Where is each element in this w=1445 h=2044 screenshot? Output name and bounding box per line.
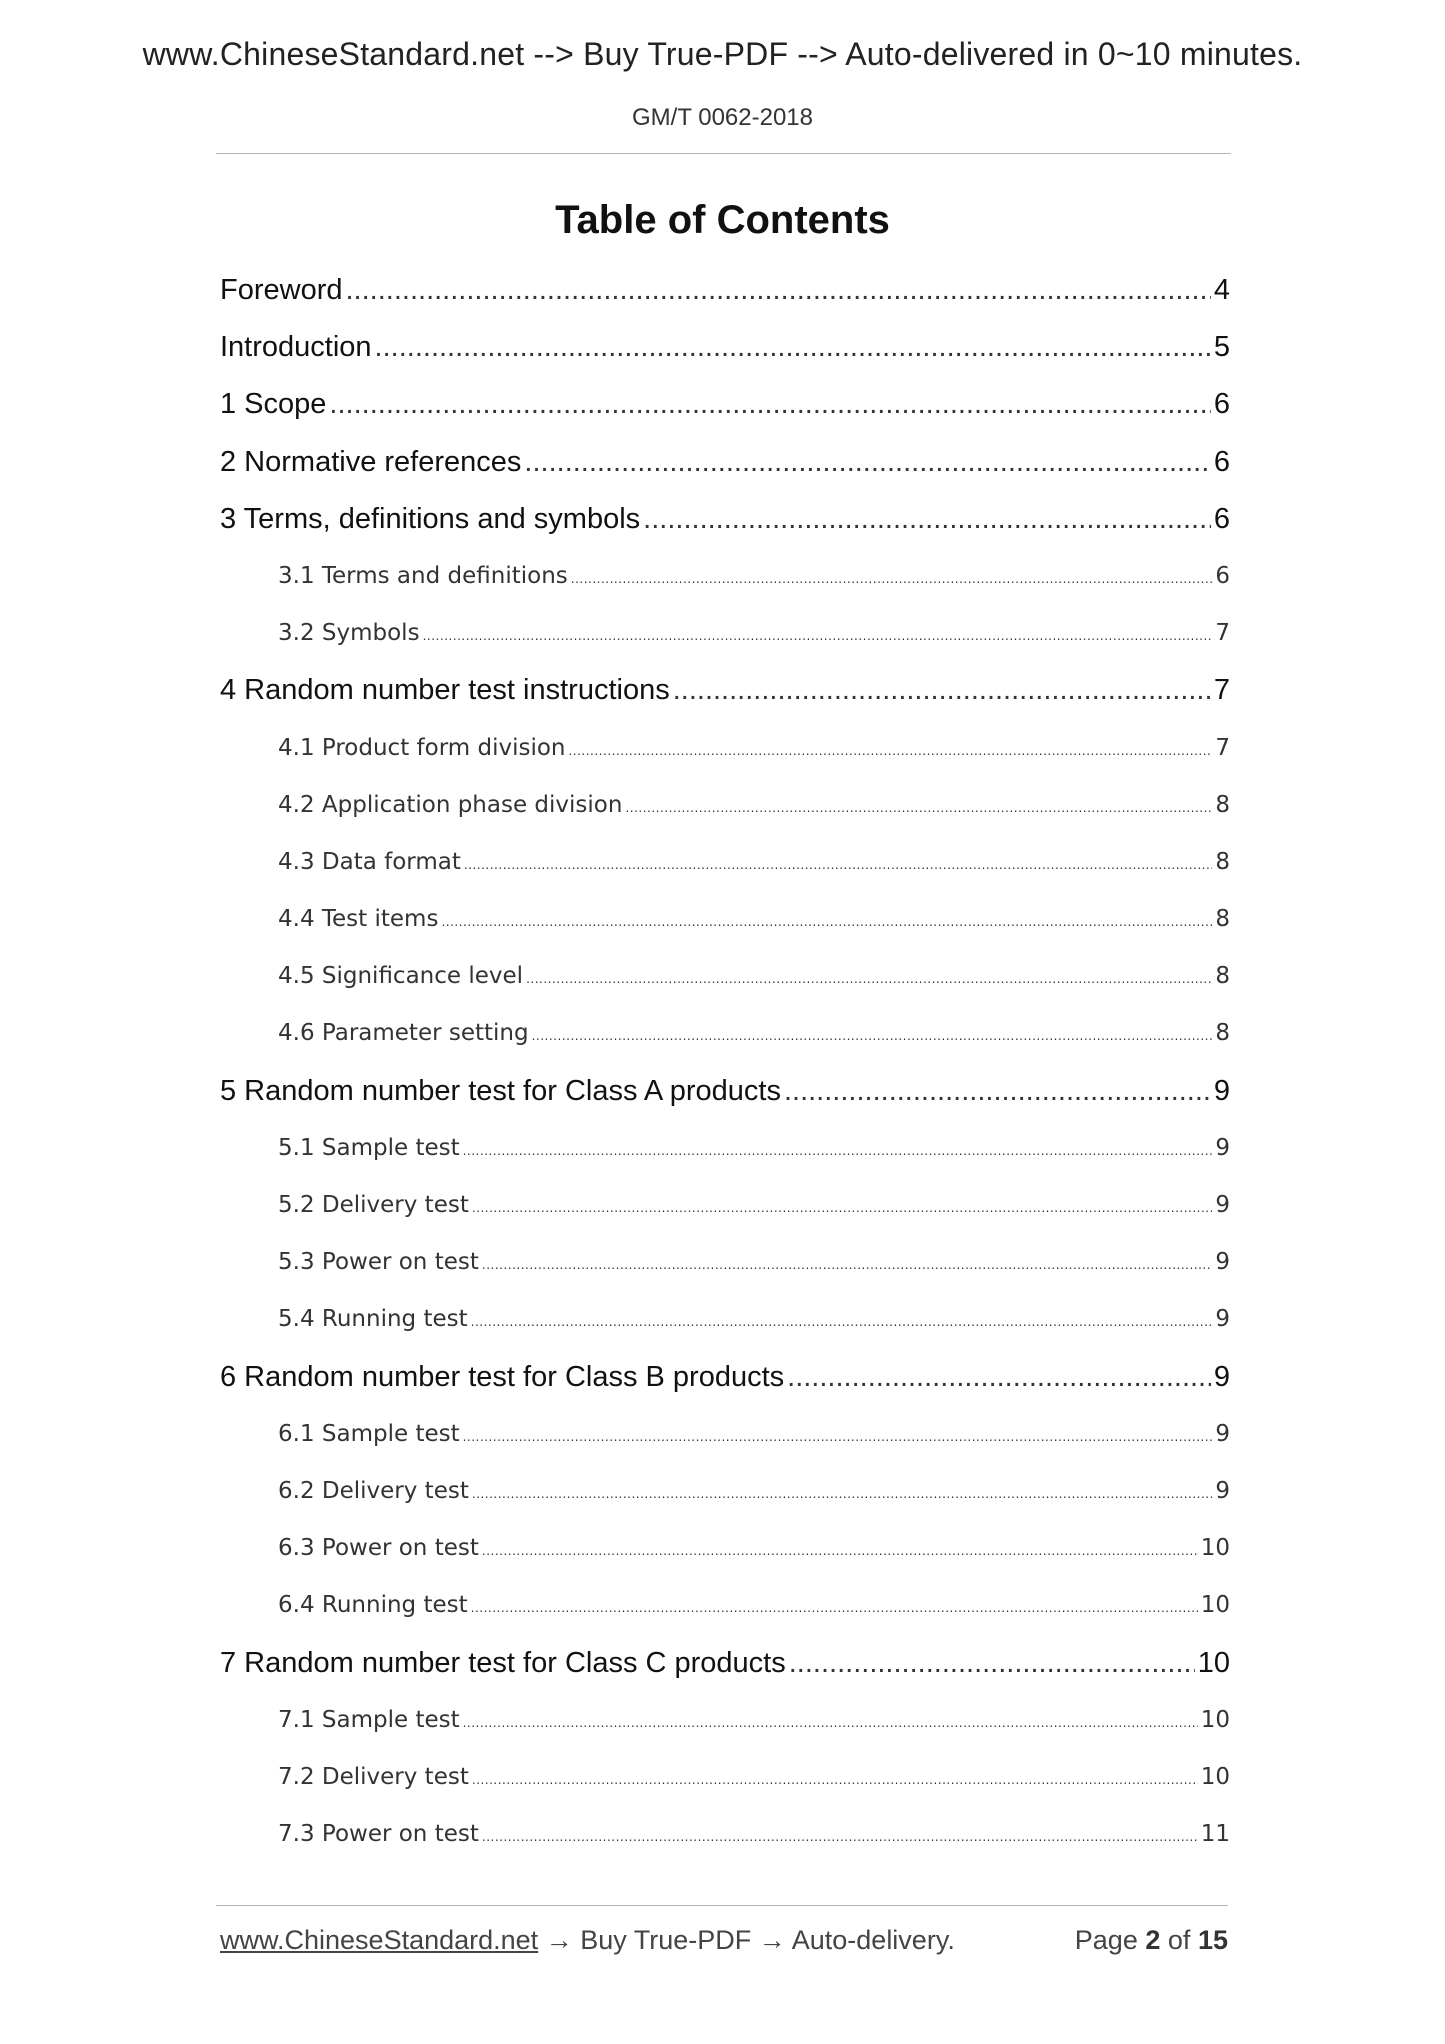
toc-entry-label: 6.4 Running test <box>278 1592 468 1619</box>
toc-dot-leader <box>625 780 1212 834</box>
toc-entry-page-number: 10 <box>1200 1535 1230 1562</box>
toc-entry-label: 7.1 Sample test <box>278 1706 460 1733</box>
toc-dot-leader <box>471 1580 1198 1634</box>
header-divider <box>216 153 1231 154</box>
toc-entry-subsection[interactable] <box>220 1463 1230 1520</box>
page-word: Page <box>1074 1925 1138 1955</box>
toc-entry-label: 5.2 Delivery test <box>278 1192 469 1218</box>
toc-entry-label: 1 Scope <box>220 388 327 421</box>
toc-entry-subsection[interactable] <box>220 948 1230 1005</box>
toc-dot-leader <box>472 1180 1213 1234</box>
toc-entry-page-number: 8 <box>1215 1020 1230 1047</box>
toc-dot-leader <box>482 1237 1212 1291</box>
toc-entry-page-number: 9 <box>1215 1477 1230 1504</box>
toc-entry-label: 4 Random number test instructions <box>220 674 670 707</box>
toc-entry-label: 5 Random number test for Class A products <box>220 1074 781 1107</box>
toc-entry-section[interactable] <box>220 491 1230 548</box>
toc-entry-label: Foreword <box>220 274 343 306</box>
toc-entry-subsection[interactable] <box>220 548 1230 605</box>
toc-dot-leader <box>482 1809 1198 1863</box>
page-of: of <box>1167 1925 1191 1955</box>
toc-entry-subsection[interactable] <box>220 1005 1230 1062</box>
toc-entry-section[interactable] <box>220 376 1230 433</box>
toc-entry-section[interactable] <box>220 262 1230 319</box>
toc-entry-label: 3.2 Symbols <box>278 620 420 647</box>
toc-entry-label: 6.2 Delivery test <box>278 1477 469 1504</box>
toc-entry-subsection[interactable] <box>220 1291 1230 1348</box>
toc-entry-page-number: 7 <box>1215 620 1230 647</box>
toc-entry-page-number: 6 <box>1213 388 1230 421</box>
toc-entry-label: 7.2 Delivery test <box>278 1763 469 1790</box>
toc-entry-label: 5.1 Sample test <box>278 1134 460 1161</box>
toc-dot-leader <box>471 1294 1213 1348</box>
toc-entry-subsection[interactable] <box>220 1692 1230 1749</box>
toc-entry-page-number: 8 <box>1215 791 1230 818</box>
toc-entry-page-number: 7 <box>1213 674 1230 707</box>
toc-entry-subsection[interactable] <box>220 777 1230 834</box>
toc-dot-leader <box>568 723 1212 777</box>
toc-entry-page-number: 10 <box>1200 1763 1230 1790</box>
page-footer <box>220 1925 1230 1956</box>
toc-entry-label: 7.3 Power on test <box>278 1821 479 1848</box>
toc-dot-leader <box>571 551 1213 605</box>
toc-dot-leader <box>643 491 1211 548</box>
toc-dot-leader <box>463 1409 1213 1463</box>
toc-entry-label: 4.6 Parameter setting <box>278 1020 529 1047</box>
toc-entry-subsection[interactable] <box>220 1120 1230 1177</box>
toc-entry-label: 4.1 Product form division <box>278 734 566 761</box>
toc-entry-subsection[interactable] <box>220 1520 1230 1577</box>
toc-entry-page-number: 9 <box>1215 1420 1230 1447</box>
toc-entry-page-number: 10 <box>1200 1592 1230 1619</box>
toc-entry-label: 6.3 Power on test <box>278 1535 479 1562</box>
toc-entry-subsection[interactable] <box>220 891 1230 948</box>
toc-dot-leader <box>472 1752 1198 1806</box>
page-total: 15 <box>1197 1925 1228 1955</box>
toc-entry-page-number: 4 <box>1213 274 1230 306</box>
top-banner: www.ChineseStandard.net --> Buy True-PDF --> Auto-delivered in 0~10 minutes. <box>142 36 1303 72</box>
toc-dot-leader <box>784 1063 1211 1120</box>
toc-entry-subsection[interactable] <box>220 720 1230 777</box>
toc-dot-leader <box>789 1635 1195 1692</box>
toc-entry-label: 5.3 Power on test <box>278 1249 479 1276</box>
toc-entry-label: Introduction <box>220 331 372 364</box>
toc-entry-page-number: 9 <box>1213 1360 1230 1393</box>
toc-entry-label: 4.5 Significance level <box>278 963 524 990</box>
toc-entry-subsection[interactable] <box>220 605 1230 662</box>
toc-title: Table of Contents <box>555 198 890 242</box>
toc-dot-leader <box>441 894 1212 948</box>
toc-list <box>220 262 1230 1863</box>
toc-entry-page-number: 7 <box>1215 734 1230 761</box>
footer-tagline: → Buy True-PDF → Auto-delivery. <box>538 1925 955 1955</box>
toc-entry-page-number: 8 <box>1215 848 1230 875</box>
toc-entry-page-number: 9 <box>1215 1192 1230 1218</box>
toc-entry-section[interactable] <box>220 662 1230 719</box>
toc-entry-page-number: 9 <box>1215 1249 1230 1276</box>
toc-entry-page-number: 6 <box>1213 445 1230 478</box>
toc-entry-label: 3.1 Terms and definitions <box>278 562 568 589</box>
toc-dot-leader <box>346 262 1211 319</box>
toc-entry-page-number: 9 <box>1213 1074 1230 1107</box>
toc-entry-section[interactable] <box>220 1063 1230 1120</box>
toc-dot-leader <box>524 434 1210 491</box>
toc-entry-page-number: 9 <box>1215 1134 1230 1161</box>
toc-entry-page-number: 10 <box>1197 1646 1230 1679</box>
toc-entry-section[interactable] <box>220 1635 1230 1692</box>
toc-dot-leader <box>423 608 1213 662</box>
toc-dot-leader <box>532 1008 1213 1062</box>
toc-entry-page-number: 11 <box>1200 1821 1230 1848</box>
toc-dot-leader <box>463 1123 1213 1177</box>
toc-dot-leader <box>673 662 1211 719</box>
toc-entry-subsection[interactable] <box>220 1234 1230 1291</box>
toc-entry-page-number: 10 <box>1200 1706 1230 1733</box>
footer-divider <box>216 1905 1228 1906</box>
toc-entry-subsection[interactable] <box>220 1177 1230 1234</box>
toc-dot-leader <box>375 319 1211 376</box>
toc-entry-label: 4.4 Test items <box>278 906 439 933</box>
toc-dot-leader <box>463 1695 1198 1749</box>
toc-entry-label: 4.3 Data format <box>278 848 461 875</box>
toc-dot-leader <box>526 951 1212 1005</box>
toc-entry-section[interactable] <box>220 434 1230 491</box>
toc-entry-subsection[interactable] <box>220 1749 1230 1806</box>
toc-dot-leader <box>329 376 1210 433</box>
toc-entry-label: 4.2 Application phase division <box>278 791 623 818</box>
toc-entry-label: 6.1 Sample test <box>278 1420 460 1447</box>
toc-entry-page-number: 9 <box>1215 1306 1230 1333</box>
toc-dot-leader <box>787 1349 1211 1406</box>
toc-entry-label: 3 Terms, definitions and symbols <box>220 502 641 535</box>
toc-entry-subsection[interactable] <box>220 1806 1230 1863</box>
toc-entry-page-number: 8 <box>1215 906 1230 933</box>
toc-dot-leader <box>464 837 1213 891</box>
toc-entry-label: 5.4 Running test <box>278 1306 468 1333</box>
toc-entry-label: 6 Random number test for Class B products <box>220 1360 785 1393</box>
toc-entry-subsection[interactable] <box>220 1406 1230 1463</box>
toc-dot-leader <box>472 1466 1213 1520</box>
footer-website-link[interactable]: www.ChineseStandard.net <box>220 1925 539 1955</box>
toc-entry-section[interactable] <box>220 319 1230 376</box>
document-id: GM/T 0062-2018 <box>632 104 813 131</box>
toc-entry-page-number: 8 <box>1215 963 1230 990</box>
toc-entry-section[interactable] <box>220 1349 1230 1406</box>
toc-entry-label: 2 Normative references <box>220 445 522 478</box>
toc-entry-subsection[interactable] <box>220 1577 1230 1634</box>
toc-entry-label: 7 Random number test for Class C products <box>220 1646 786 1679</box>
toc-entry-subsection[interactable] <box>220 834 1230 891</box>
toc-entry-page-number: 6 <box>1215 562 1230 589</box>
toc-entry-page-number: 5 <box>1213 331 1230 364</box>
page-indicator <box>1075 1925 1228 1956</box>
toc-dot-leader <box>482 1523 1198 1577</box>
page-current: 2 <box>1145 1925 1161 1955</box>
toc-entry-page-number: 6 <box>1213 502 1230 535</box>
